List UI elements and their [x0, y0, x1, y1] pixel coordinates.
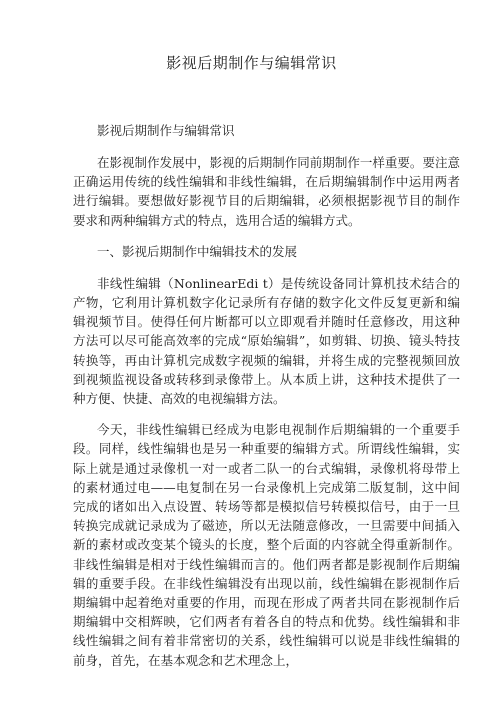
paragraph-nonlinear: 非线性编辑（NonlinearEdi t）是传统设备同计算机技术结合的产物，它利用计算机数字化记录所有存储的数字化文件反复更新和编辑视频节目。使得任何片断都可以立即观看并随时任意修改，用这种方法可以尽可能高效率的完成“原始编辑”，如剪辑、切换、镜头特技转换等，再由计算机完成数字视频的编辑，并将生成的完整视频回放到视频监视设备或转移到录像带上。从本质上讲，这种技术提供了一种方便、快捷、高效的电视编辑方法。 [73, 275, 460, 407]
paragraph-comparison: 今天，非线性编辑已经成为电影电视制作后期编辑的一个重要手段。同样，线性编辑也是另一种重要的编辑方式。所谓线性编辑，实际上就是通过录像机一对一或者二队一的台式编辑，录像机将母带上的素材通过电——电复制在另一台录像机上完成第二版复制，这中间完成的诸如出入点设置、转场等都是模拟信号转模拟信号，由于一旦转换完成就记录成为了磁迹，所以无法随意修改，一旦需要中间插入新的素材或改变某个镜头的长度，整个后面的内容就全得重新制作。非线性编辑是相对于线性编辑而言的。他们两者都是影视制作后期编辑的重要手段。在非线性编辑没有出现以前，线性编辑在影视制作后期编辑中起着绝对重要的作用，而现在形成了两者共同在影视制作后期编辑中交相辉映，它们两者有着各自的特点和优势。线性编辑和非线性编辑之间有着非常密切的关系，线性编辑可以说是非线性编辑的前身，首先，在基本观念和艺术理念上， [73, 422, 460, 668]
section-heading: 一、影视后期制作中编辑技术的发展 [97, 243, 298, 259]
document-title: 影视后期制作与编辑常识 [166, 54, 337, 72]
paragraph-intro: 在影视制作发展中，影视的后期制作同前期制作一样重要。要注意正确运用传统的线性编辑和非线性编辑，在后期编辑制作中运用两者进行编辑。要想做好影视节目的后期编辑，必须根据影视节目的制作要求和两种编辑方式的特点，选用合适的编辑方式。 [73, 155, 460, 228]
document-subtitle: 影视后期制作与编辑常识 [97, 123, 235, 138]
